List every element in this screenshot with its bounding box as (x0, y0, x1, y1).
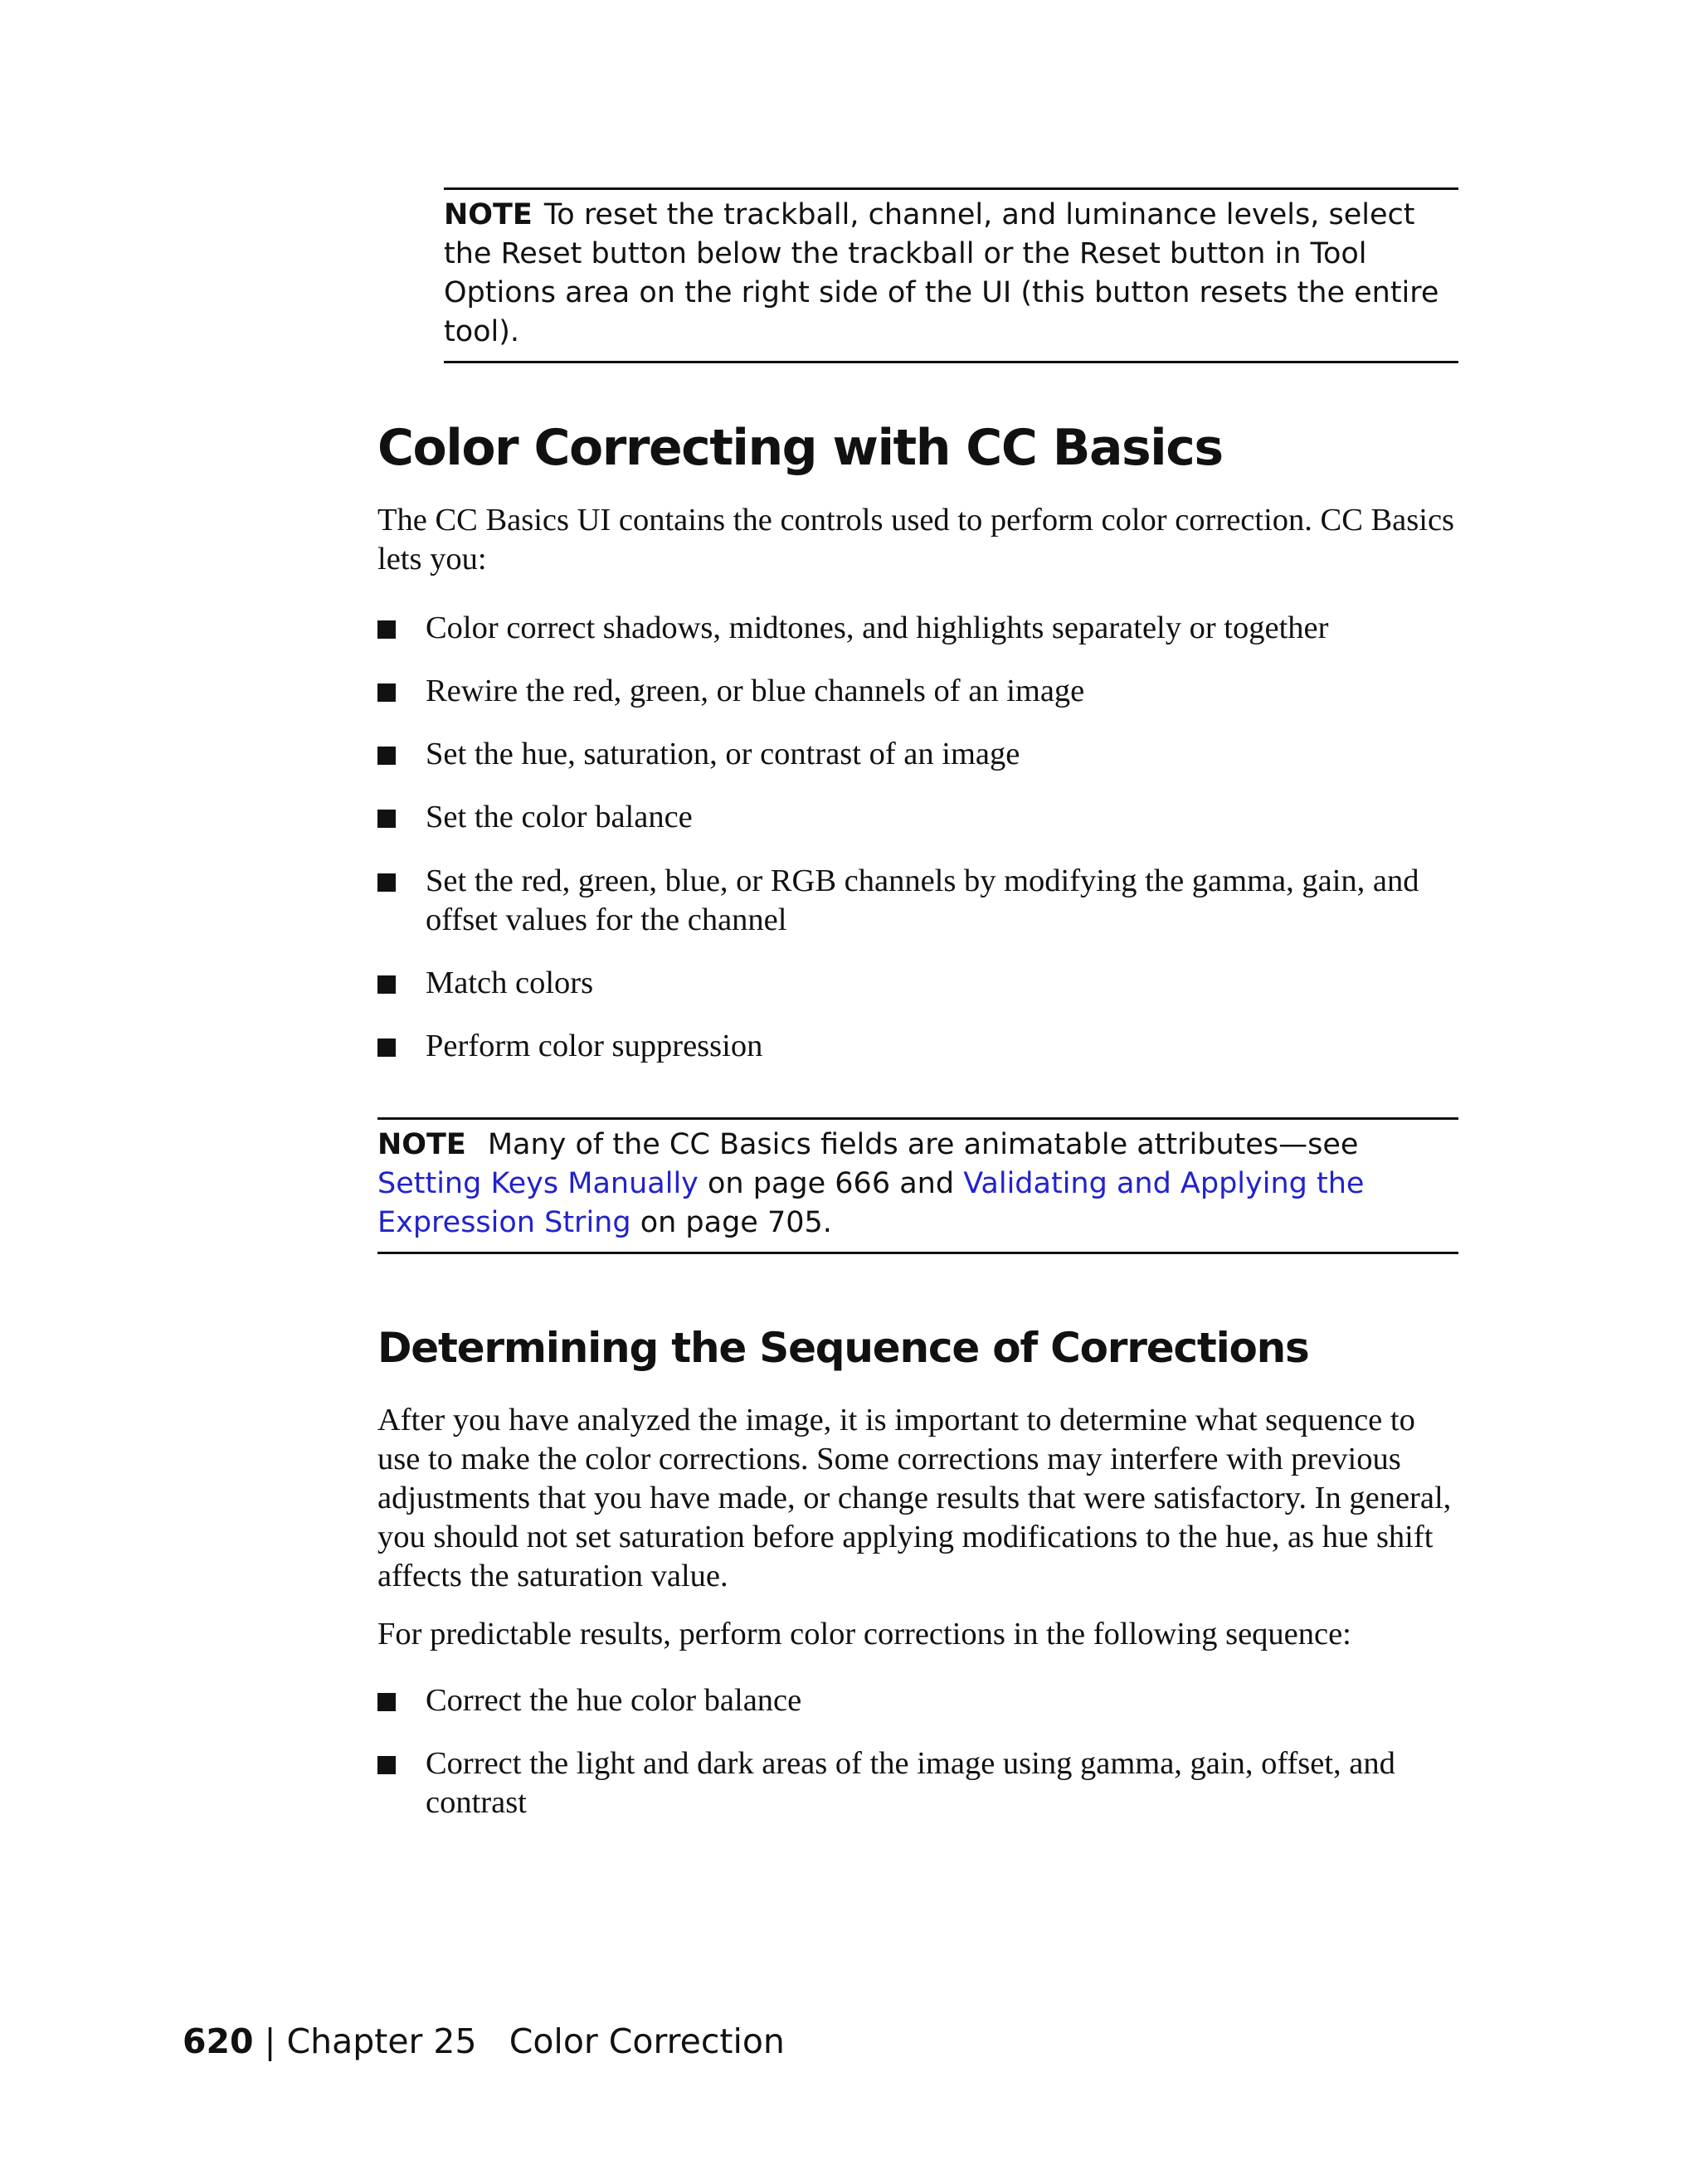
page-number: 620 (183, 2021, 254, 2061)
note-label: NOTE (444, 198, 533, 231)
list-item: Rewire the red, green, or blue channels of an image (377, 672, 1460, 711)
note-text-mid: on page 666 and (698, 1167, 964, 1200)
note-text-after: on page 705. (630, 1206, 832, 1239)
list-item: Correct the hue color balance (377, 1681, 1460, 1720)
bullet-square-icon (377, 873, 396, 892)
body-paragraph: For predictable results, perform color corrections in the following sequence: (377, 1617, 1351, 1651)
intro-paragraph: The CC Basics UI contains the controls used to perform color correction. CC Basics lets you: (377, 503, 1455, 576)
list-item: Perform color suppression (377, 1027, 1460, 1066)
note-text: To reset the trackball, channel, and luminance levels, select the Reset button below the trackball or the Reset button in Tool Options area on the right side of the UI (this button resets the entire tool). (444, 198, 1439, 348)
bullet-square-icon (377, 810, 396, 828)
bullet-square-icon (377, 620, 396, 639)
link-validating-expression-string[interactable]: Validating and Applying the Expression String (377, 1167, 1365, 1239)
section-heading-cc-basics: Color Correcting with CC Basics (377, 419, 1223, 477)
body-paragraph: After you have analyzed the image, it is important to determine what sequence to use to make the color corrections. Some corrections may interfere with previous adjustments that you have made, or change results that were satisfactory. In general, you should not set saturation before applying modifications to the hue, as hue shift affects the saturation value. (377, 1403, 1452, 1593)
page-footer (183, 2018, 785, 2065)
bullet-square-icon (377, 683, 396, 702)
note-box-animatable (377, 1117, 1458, 1254)
bullet-square-icon (377, 1693, 396, 1711)
section-heading-sequence: Determining the Sequence of Corrections (377, 1324, 1309, 1372)
list-item: Set the red, green, blue, or RGB channels by modifying the gamma, gain, and offset values for the channel (377, 862, 1460, 940)
list-item: Correct the light and dark areas of the image using gamma, gain, offset, and contrast (377, 1744, 1460, 1822)
list-item: Match colors (377, 964, 1460, 1003)
note-box-reset (444, 187, 1458, 363)
bullet-square-icon (377, 975, 396, 994)
list-item: Color correct shadows, midtones, and highlights separately or together (377, 609, 1460, 648)
list-item: Set the color balance (377, 798, 1460, 837)
footer-chapter-title: Color Correction (509, 2021, 785, 2061)
list-item: Set the hue, saturation, or contrast of an image (377, 735, 1460, 774)
bullet-square-icon (377, 1038, 396, 1057)
footer-chapter: Chapter 25 (286, 2021, 477, 2061)
note-label: NOTE (377, 1128, 466, 1161)
link-setting-keys-manually[interactable]: Setting Keys Manually (377, 1167, 699, 1200)
note-text-before: Many of the CC Basics fields are animatable attributes—see (487, 1128, 1359, 1161)
footer-separator: | (253, 2021, 287, 2061)
bullet-square-icon (377, 747, 396, 765)
bullet-square-icon (377, 1756, 396, 1774)
